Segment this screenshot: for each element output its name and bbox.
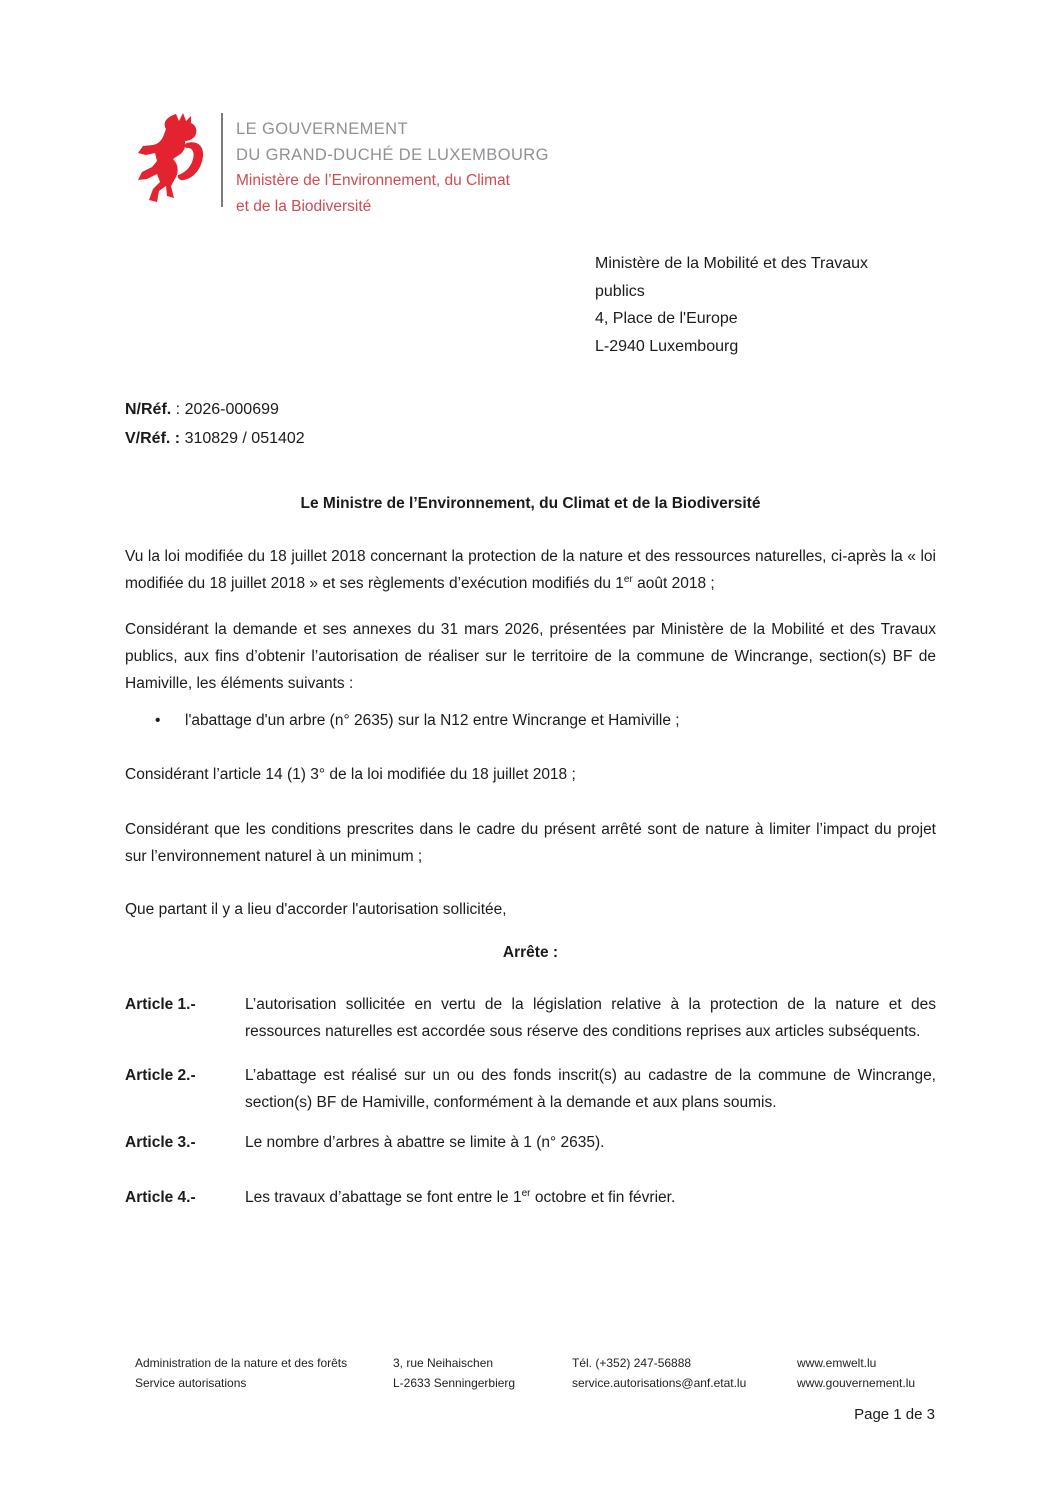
recipient-address — [595, 250, 868, 360]
footer-email: service.autorisations@anf.etat.lu — [572, 1376, 747, 1390]
article-1-text: L’autorisation sollicitée en vertu de la législation relative à la protection de la nature et des ressources naturelles est accordée sous réserve des conditions reprises aux articles subséquents. — [245, 996, 936, 1040]
arrete-heading: Arrête : — [502, 944, 559, 961]
superscript-er: er — [521, 1187, 531, 1199]
logo-divider — [221, 113, 223, 207]
footer-website: www.gouvernement.lu — [797, 1376, 916, 1390]
paragraph-text: août 2018 ; — [632, 575, 715, 592]
article-3 — [125, 1129, 936, 1156]
our-reference-value: : 2026-000699 — [171, 401, 279, 418]
paragraph-considerant-conditions: Considérant que les conditions prescrites dans le cadre du présent arrêté sont de nature à limiter l’impact du projet sur l’environnement naturel à un minimum ; — [125, 821, 936, 865]
footer-websites — [797, 1353, 915, 1393]
logo-ministry-line1: Ministère de l’Environnement, du Climat — [236, 172, 510, 189]
article-4-label: Article 4.- — [125, 1189, 196, 1206]
footer-line: Service autorisations — [135, 1376, 247, 1390]
footer-administration — [135, 1353, 347, 1393]
footer-phone: Tél. (+352) 247-56888 — [572, 1356, 692, 1370]
your-reference — [125, 425, 305, 454]
footer-address — [393, 1353, 515, 1393]
recipient-line: publics — [595, 282, 645, 300]
article-4-text-after: octobre et fin février. — [530, 1189, 676, 1206]
paragraph-text: Vu la loi modifiée du 18 juillet 2018 concernant la protection de la nature et des ressources naturelles, ci-après la « loi modifiée du 18 juillet 2018 » et ses règlements d’exécution modifiés du 1 — [125, 548, 936, 592]
paragraph-que-partant: Que partant il y a lieu d'accorder l'autorisation sollicitée, — [125, 901, 507, 918]
letter-body — [125, 490, 936, 1211]
article-1 — [125, 991, 936, 1045]
reference-block — [125, 396, 305, 453]
luxembourg-lion-icon — [133, 110, 207, 210]
article-4-text — [245, 1184, 936, 1211]
our-reference — [125, 396, 305, 425]
recipient-line: L-2940 Luxembourg — [595, 337, 739, 355]
our-reference-label: N/Réf. — [125, 401, 172, 418]
document-title: Le Ministre de l’Environnement, du Climat et de la Biodiversité — [300, 495, 761, 512]
logo-government-line1: LE GOUVERNEMENT — [236, 120, 408, 138]
logo-government-line2: DU GRAND-DUCHÉ DE LUXEMBOURG — [236, 146, 549, 164]
paragraph-considerant-article: Considérant l’article 14 (1) 3° de la loi modifiée du 18 juillet 2018 ; — [125, 766, 576, 783]
page-number: Page 1 de 3 — [854, 1406, 935, 1423]
article-4 — [125, 1184, 936, 1211]
article-2 — [125, 1062, 936, 1116]
government-logo — [133, 110, 549, 220]
bullet-item-abattage — [125, 707, 936, 734]
article-2-text: L’abattage est réalisé sur un ou des fonds inscrit(s) au cadastre de la commune de Wincrange, section(s) BF de Hamiville, conformément à la demande et aux plans soumis. — [245, 1067, 936, 1111]
footer-line: 3, rue Neihaischen — [393, 1356, 494, 1370]
article-2-label: Article 2.- — [125, 1067, 196, 1084]
article-3-label: Article 3.- — [125, 1134, 196, 1151]
article-1-label: Article 1.- — [125, 996, 196, 1013]
logo-ministry-line2: et de la Biodiversité — [236, 198, 372, 215]
paragraph-vu-la-loi — [125, 543, 936, 597]
paragraph-considerant-demande: Considérant la demande et ses annexes du 31 mars 2026, présentées par Ministère de la Mobilité et des Travaux publics, aux fins d’obtenir l’autorisation de réaliser sur le territoire de la commune de Wincrange, section(s) BF de Hamiville, les éléments suivants : — [125, 621, 936, 692]
bullet-icon: • — [155, 712, 161, 729]
your-reference-label: V/Réf. : — [125, 429, 181, 447]
article-3-text: Le nombre d’arbres à abattre se limite à 1 (n° 2635). — [245, 1134, 605, 1151]
superscript-er: er — [623, 573, 633, 585]
your-reference-value: 310829 / 051402 — [180, 429, 305, 447]
footer-line: Administration de la nature et des forêts — [135, 1356, 348, 1370]
article-4-text-before: Les travaux d’abattage se font entre le 1 — [245, 1189, 522, 1206]
logo-text — [236, 110, 549, 220]
recipient-line: Ministère de la Mobilité et des Travaux — [595, 255, 869, 272]
recipient-line: 4, Place de l'Europe — [595, 310, 738, 327]
footer-website: www.emwelt.lu — [797, 1356, 877, 1370]
footer-contact — [572, 1353, 746, 1393]
bullet-text: l'abattage d'un arbre (n° 2635) sur la N12 entre Wincrange et Hamiville ; — [185, 712, 680, 729]
footer-line: L-2633 Senningerbierg — [393, 1376, 516, 1390]
